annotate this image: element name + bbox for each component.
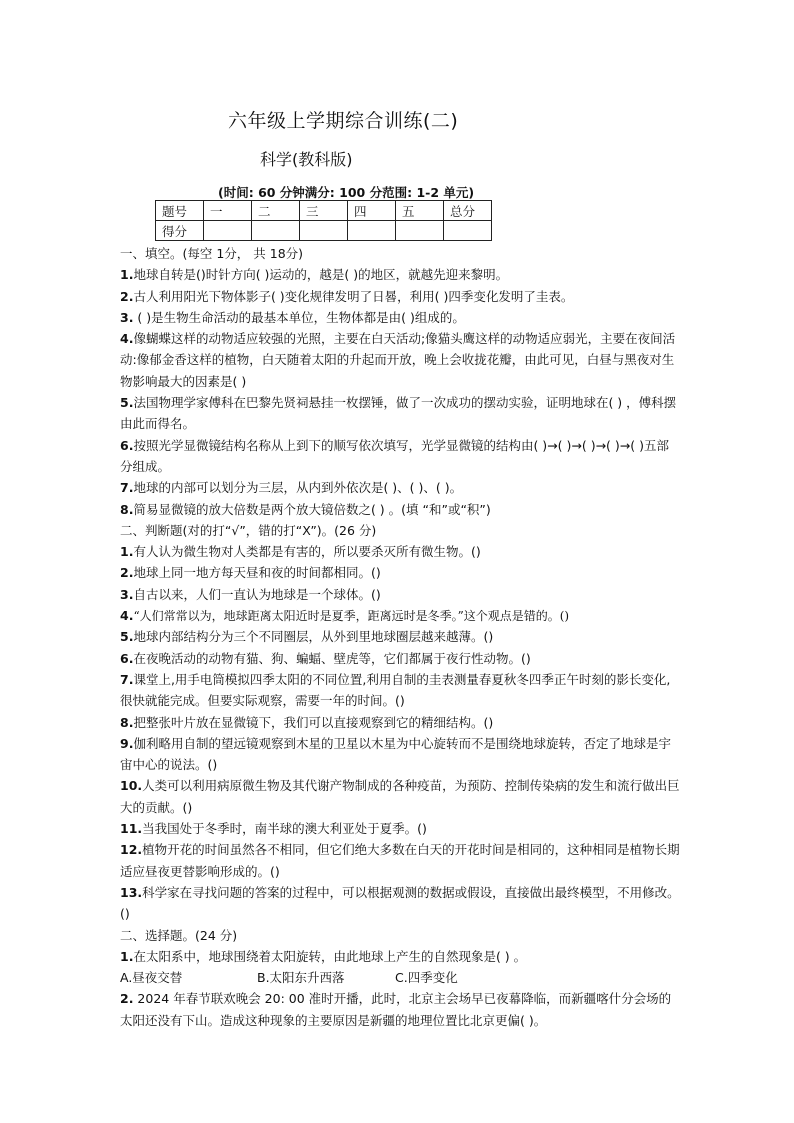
question-item xyxy=(120,733,680,776)
question-text: 科学家在寻找问题的答案的过程中，可以根据观测的数据或假设，直接做出最终模型，不用修改。() xyxy=(120,884,680,922)
question-item xyxy=(120,435,680,478)
question-text: 地球自转是()时针方向( )运动的，越是( )的地区，就越先迎来黎明。 xyxy=(133,267,509,283)
question-number: 6. xyxy=(120,650,134,666)
question-item xyxy=(120,775,680,818)
exam-body xyxy=(120,243,680,1031)
question-number: 6. xyxy=(120,437,134,453)
question-number: 5. xyxy=(120,629,134,645)
question-item xyxy=(120,264,680,285)
question-text: 当我国处于冬季时，南半球的澳大利亚处于夏季。() xyxy=(142,821,427,837)
question-number: 8. xyxy=(120,714,134,730)
question-item xyxy=(120,818,680,839)
question-number: 1. xyxy=(120,544,134,560)
choice-option-a[interactable]: A.昼夜交替 xyxy=(120,970,183,986)
score-input-cell[interactable] xyxy=(204,221,252,241)
question-item xyxy=(120,562,680,583)
question-text: 在太阳系中，地球围绕着太阳旋转，由此地球上产生的自然现象是( ) 。 xyxy=(133,948,527,964)
score-header-cell: 五 xyxy=(396,201,444,221)
section-heading-choice: 二、选择题。(24 分) xyxy=(120,927,238,943)
score-input-cell[interactable] xyxy=(300,221,348,241)
question-number: 4. xyxy=(120,608,134,624)
question-text: 人类可以利用病原微生物及其代谢产物制成的各种疫苗，为预防、控制传染病的发生和流行做出巨大的贡献。() xyxy=(120,778,680,815)
question-number: 8. xyxy=(120,501,134,517)
question-number: 12. xyxy=(120,842,143,858)
question-number: 3. xyxy=(120,586,134,602)
score-input-cell[interactable] xyxy=(444,221,492,241)
page-subtitle: 科学(教科版) xyxy=(260,150,353,169)
score-row-label: 得分 xyxy=(156,221,204,241)
score-table-header-row xyxy=(156,201,492,221)
question-text: 简易显微镜的放大倍数是两个放大镜倍数之( ) 。(填 “和”或“积”) xyxy=(133,501,491,517)
score-input-cell[interactable] xyxy=(348,221,396,241)
question-text: 自古以来，人们一直认为地球是一个球体。() xyxy=(133,586,381,602)
score-table xyxy=(155,200,492,241)
question-item xyxy=(120,626,680,647)
question-number: 13. xyxy=(120,884,143,900)
choice-option-c[interactable]: C.四季变化 xyxy=(395,970,458,986)
question-item xyxy=(120,541,680,562)
score-header-cell: 一 xyxy=(204,201,252,221)
choice-option-b[interactable]: B.太阳东升西落 xyxy=(257,970,345,986)
section-heading-judge: 二、判断题(对的打“√”，错的打“X”)。(26 分) xyxy=(120,522,377,538)
question-item xyxy=(120,392,680,435)
score-header-cell: 二 xyxy=(252,201,300,221)
question-item xyxy=(120,477,680,498)
score-input-cell[interactable] xyxy=(396,221,444,241)
question-item xyxy=(120,499,680,520)
question-number: 1. xyxy=(120,267,134,283)
question-number: 11. xyxy=(120,821,143,837)
score-input-cell[interactable] xyxy=(252,221,300,241)
question-item xyxy=(120,286,680,307)
score-header-cell: 总分 xyxy=(444,201,492,221)
question-text: 法国物理学家傅科在巴黎先贤祠悬挂一枚摆锤，做了一次成功的摆动实验，证明地球在( ) ，傅科摆由此而得名。 xyxy=(120,395,677,432)
question-item xyxy=(120,988,680,1031)
question-number: 4. xyxy=(120,331,134,347)
question-number: 9. xyxy=(120,735,134,751)
section-heading-fill: 一、填空。(每空 1分， 共 18分) xyxy=(120,246,304,261)
question-text: 地球的内部可以划分为三层，从内到外依次是( )、( )、( )。 xyxy=(133,480,463,496)
question-text: 像蝴蝶这样的动物适应较强的光照，主要在白天活动;像猫头鹰这样的动物适应弱光，主要在夜间活动:像郁金香这样的植物，白天随着太阳的升起而开放，晚上会收拢花瓣，由此可见，白昼与黑夜对生物影响最大的因素是( ) xyxy=(120,331,676,389)
question-text: 伽利略用自制的望远镜观察到木星的卫星以木星为中心旋转而不是围绕地球旋转，否定了地球是宇宙中心的说法。() xyxy=(120,735,671,773)
question-number: 7. xyxy=(120,480,134,496)
question-number: 3. xyxy=(120,309,134,325)
question-number: 2. xyxy=(120,991,134,1007)
question-number: 10. xyxy=(120,778,143,794)
question-text: 在夜晚活动的动物有猫、狗、蝙蝠、壁虎等，它们都属于夜行性动物。() xyxy=(133,650,531,666)
question-text: 地球内部结构分为三个不同圈层，从外到里地球圈层越来越薄。() xyxy=(133,629,494,645)
score-header-cell: 三 xyxy=(300,201,348,221)
question-text: “人们常常以为，地球距离太阳近时是夏季，距离远时是冬季。”这个观点是错的。() xyxy=(133,609,570,624)
score-header-cell: 四 xyxy=(348,201,396,221)
question-text: 2024 年春节联欢晚会 20: 00 准时开播，此时，北京主会场早已夜幕降临，而新疆喀什分会场的太阳还没有下山。造成这种现象的主要原因是新疆的地理位置比北京更偏( )。 xyxy=(120,991,672,1028)
question-item xyxy=(120,328,680,392)
question-item xyxy=(120,946,680,967)
exam-meta: (时间: 60 分钟满分: 100 分范围: 1-2 单元) xyxy=(218,185,475,200)
page-title: 六年级上学期综合训练(二) xyxy=(228,110,459,132)
score-header-cell: 题号 xyxy=(156,201,204,221)
question-item xyxy=(120,669,680,712)
question-text: 课堂上,用手电筒模拟四季太阳的不同位置,利用自制的圭表测量春夏秋冬四季正午时刻的影长变化,很快就能完成。但要实际观察，需要一年的时间。() xyxy=(120,671,671,709)
question-number: 7. xyxy=(120,671,134,687)
question-item xyxy=(120,307,680,328)
question-text: 植物开花的时间虽然各不相同，但它们绝大多数在白天的开花时间是相同的，这种相同是植物长期适应昼夜更替影响形成的。() xyxy=(120,842,680,879)
question-item xyxy=(120,839,680,882)
question-text: 古人利用阳光下物体影子( )变化规律发明了日晷，利用( )四季变化发明了圭表。 xyxy=(133,288,574,304)
question-item xyxy=(120,584,680,605)
question-text: 地球上同一地方每天昼和夜的时间都相同。() xyxy=(133,565,381,581)
question-text: 把整张叶片放在显微镜下，我们可以直接观察到它的精细结构。() xyxy=(133,714,494,730)
question-number: 2. xyxy=(120,288,134,304)
question-text: 按照光学显微镜结构名称从上到下的顺写依次填写，光学显微镜的结构由( )→( )→( )→( )→( )五部分组成。 xyxy=(120,437,669,474)
question-item xyxy=(120,712,680,733)
question-number: 2. xyxy=(120,565,134,581)
score-table-row xyxy=(156,221,492,241)
question-item xyxy=(120,648,680,669)
question-number: 1. xyxy=(120,948,134,964)
question-item xyxy=(120,882,680,925)
question-item xyxy=(120,605,680,626)
question-text: 有人认为微生物对人类都是有害的，所以要杀灭所有微生物。() xyxy=(133,544,481,560)
choice-options xyxy=(120,967,680,988)
question-number: 5. xyxy=(120,395,134,411)
question-text: ( )是生物生命活动的最基本单位，生物体都是由( )组成的。 xyxy=(133,309,465,325)
